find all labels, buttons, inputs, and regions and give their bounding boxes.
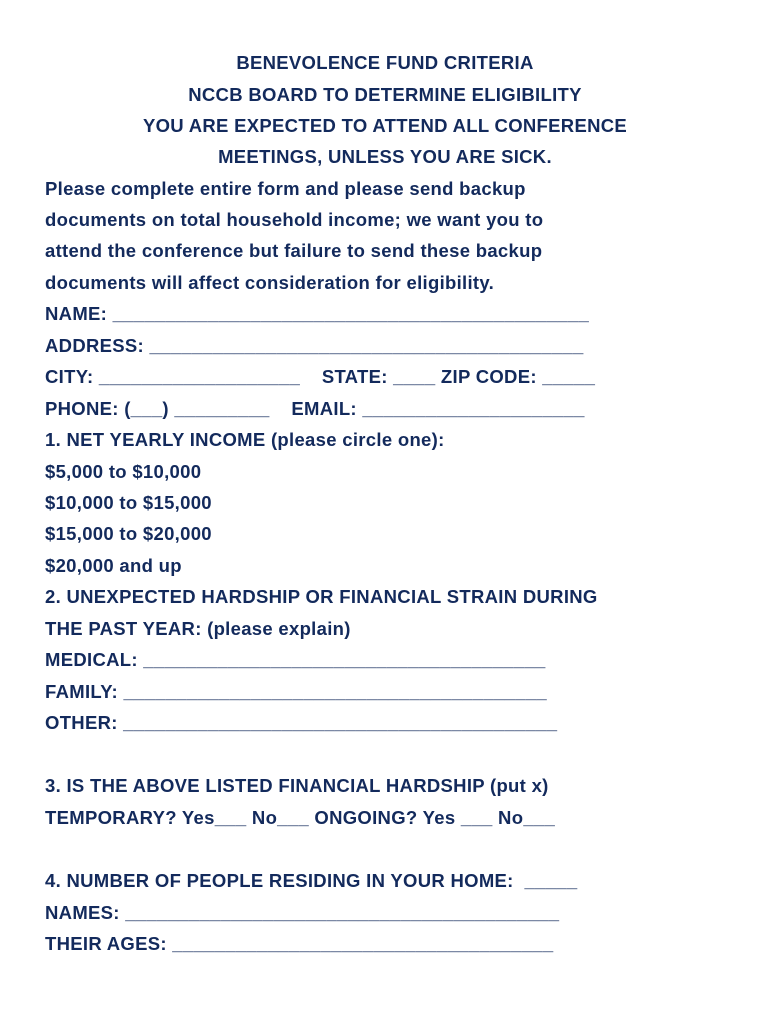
- ages-field[interactable]: THEIR AGES: ____________________________________: [45, 933, 554, 954]
- family-field[interactable]: FAMILY: ________________________________________: [45, 681, 548, 702]
- income-option[interactable]: $15,000 to $20,000: [45, 523, 212, 544]
- instructions-line-2: documents on total household income; we want you to: [45, 209, 544, 230]
- eligibility-note: NCCB BOARD TO DETERMINE ELIGIBILITY: [188, 84, 582, 105]
- hardship-question-heading-line1: 2. UNEXPECTED HARDSHIP OR FINANCIAL STRAIN DURING: [45, 586, 598, 607]
- name-field[interactable]: NAME: _____________________________________________: [45, 303, 590, 324]
- hardship-type-options[interactable]: TEMPORARY? Yes___ No___ ONGOING? Yes ___ No___: [45, 807, 556, 828]
- income-option[interactable]: $20,000 and up: [45, 555, 182, 576]
- income-option[interactable]: $5,000 to $10,000: [45, 461, 202, 482]
- names-field[interactable]: NAMES: _________________________________________: [45, 902, 560, 923]
- attendance-note-line2: MEETINGS, UNLESS YOU ARE SICK.: [218, 146, 552, 167]
- instructions-line-3: attend the conference but failure to send these backup: [45, 240, 543, 261]
- hardship-type-question-heading: 3. IS THE ABOVE LISTED FINANCIAL HARDSHIP (put x): [45, 775, 549, 796]
- medical-field[interactable]: MEDICAL: ______________________________________: [45, 649, 546, 670]
- hardship-question-heading-line2: THE PAST YEAR: (please explain): [45, 618, 351, 639]
- form-title: BENEVOLENCE FUND CRITERIA: [236, 52, 534, 73]
- address-field[interactable]: ADDRESS: _________________________________________: [45, 335, 584, 356]
- phone-email-field[interactable]: PHONE: (___) _________ EMAIL: _____________________: [45, 398, 585, 419]
- instructions-line-4: documents will affect consideration for eligibility.: [45, 272, 495, 293]
- income-question-heading: 1. NET YEARLY INCOME (please circle one):: [45, 429, 445, 450]
- attendance-note-line1: YOU ARE EXPECTED TO ATTEND ALL CONFERENCE: [142, 115, 628, 136]
- household-count-field[interactable]: 4. NUMBER OF PEOPLE RESIDING IN YOUR HOME: _____: [45, 870, 578, 891]
- city-state-zip-field[interactable]: CITY: ___________________ STATE: ____ ZIP CODE: _____: [45, 366, 596, 387]
- income-option[interactable]: $10,000 to $15,000: [45, 492, 212, 513]
- instructions-line-1: Please complete entire form and please send backup: [45, 178, 526, 199]
- other-field[interactable]: OTHER: _________________________________________: [45, 712, 558, 733]
